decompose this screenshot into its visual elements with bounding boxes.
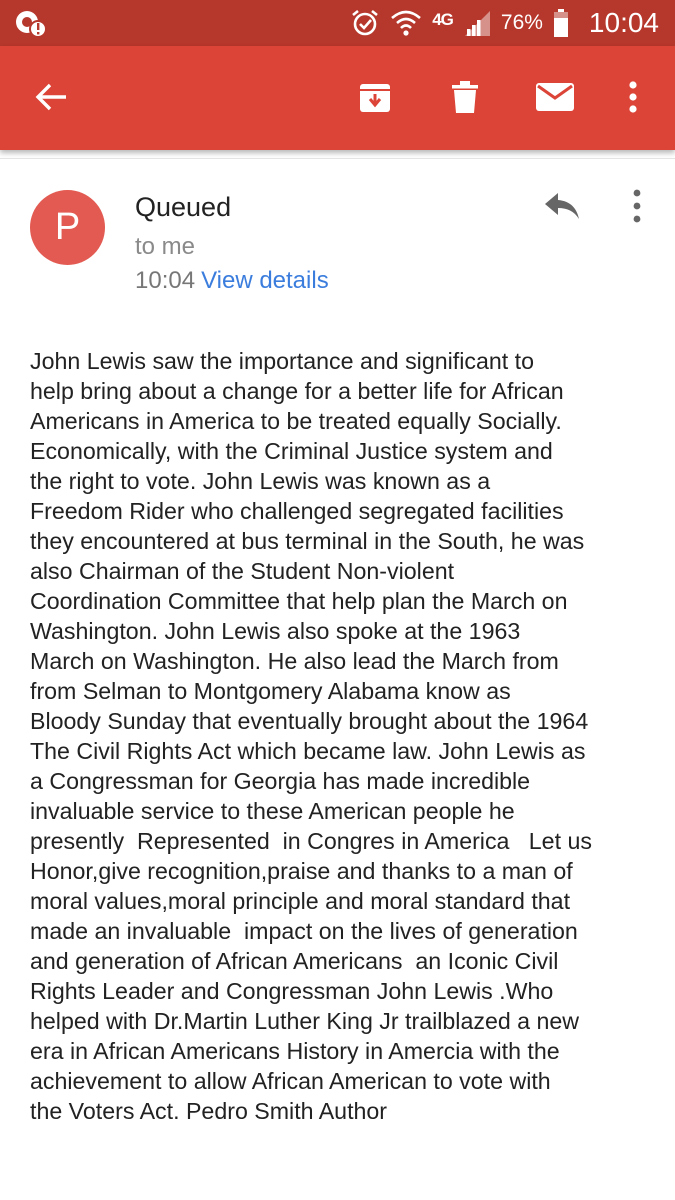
body-line: Americans in America to be treated equally Socially.	[30, 408, 562, 434]
body-line: Economically, with the Criminal Justice system and	[30, 438, 553, 464]
alarm-icon	[350, 8, 380, 38]
body-line: help bring about a change for a better life for African	[30, 378, 564, 404]
body-line: they encountered at bus terminal in the South, he was	[30, 528, 585, 554]
body-line: the right to vote. John Lewis was known as a	[30, 468, 491, 494]
body-line: the Voters Act. Pedro Smith Author	[30, 1098, 388, 1124]
body-line: Rights Leader and Congressman John Lewis .Who	[30, 978, 554, 1004]
app-bar	[0, 46, 675, 150]
more-vert-icon	[628, 80, 638, 114]
message-meta	[135, 267, 329, 295]
message-more-button[interactable]	[620, 186, 654, 226]
battery-percent: 76%	[500, 11, 543, 34]
body-line: helped with Dr.Martin Luther King Jr trailblazed a new	[30, 1008, 580, 1034]
body-line: also Chairman of the Student Non-violent	[30, 558, 455, 584]
view-details-link[interactable]: View details	[201, 267, 329, 294]
status-clock: 10:04	[588, 7, 659, 38]
body-line: invaluable service to these American people he	[30, 798, 515, 824]
body-line: Bloody Sunday that eventually brought about the 1964	[30, 708, 589, 734]
status-bar	[0, 0, 675, 46]
more-vert-icon	[632, 189, 642, 223]
delete-icon	[450, 80, 480, 114]
body-line: Honor,give recognition,praise and thanks to a man of	[30, 858, 573, 884]
status-indicators	[350, 0, 659, 46]
body-line: Washington. John Lewis also spoke at the 1963	[30, 618, 521, 644]
gmail-alert-icon	[14, 8, 48, 38]
body-line: era in African Americans History in Amercia with the	[30, 1038, 560, 1064]
avatar[interactable]	[30, 190, 105, 265]
sender-name: Queued	[135, 192, 232, 222]
body-line: Coordination Committee that help plan the March on	[30, 588, 568, 614]
signal-icon	[463, 9, 491, 37]
mark-unread-icon	[535, 82, 575, 112]
body-line: from Selman to Montgomery Alabama know as	[30, 678, 511, 704]
body-line: presently Represented in Congres in America Let us	[30, 828, 592, 854]
network-type: 4G	[432, 10, 453, 29]
divider	[0, 158, 675, 159]
body-line: made an invaluable impact on the lives of generation	[30, 918, 578, 944]
body-line: Freedom Rider who challenged segregated facilities	[30, 498, 564, 524]
delete-button[interactable]	[440, 72, 490, 122]
back-button[interactable]	[26, 72, 76, 122]
reply-button[interactable]	[540, 186, 584, 226]
back-arrow-icon	[34, 82, 68, 112]
battery-icon	[553, 8, 569, 38]
wifi-icon	[390, 8, 422, 38]
avatar-letter: P	[54, 206, 81, 248]
body-line: achievement to allow African American to vote with	[30, 1068, 551, 1094]
reply-icon	[544, 192, 580, 220]
recipient-line: to me	[135, 233, 196, 260]
body-line: a Congressman for Georgia has made incredible	[30, 768, 531, 794]
message-time: 10:04	[135, 267, 196, 294]
body-line: March on Washington. He also lead the March from	[30, 648, 559, 674]
more-options-button[interactable]	[608, 72, 658, 122]
archive-icon	[358, 80, 392, 114]
body-line: John Lewis saw the importance and significant to	[30, 348, 534, 374]
mark-unread-button[interactable]	[530, 72, 580, 122]
body-line: moral values,moral principle and moral standard that	[30, 888, 571, 914]
body-line: The Civil Rights Act which became law. John Lewis as	[30, 738, 586, 764]
archive-button[interactable]	[350, 72, 400, 122]
message-body	[30, 346, 655, 1126]
body-line: and generation of African Americans an Iconic Civil	[30, 948, 559, 974]
